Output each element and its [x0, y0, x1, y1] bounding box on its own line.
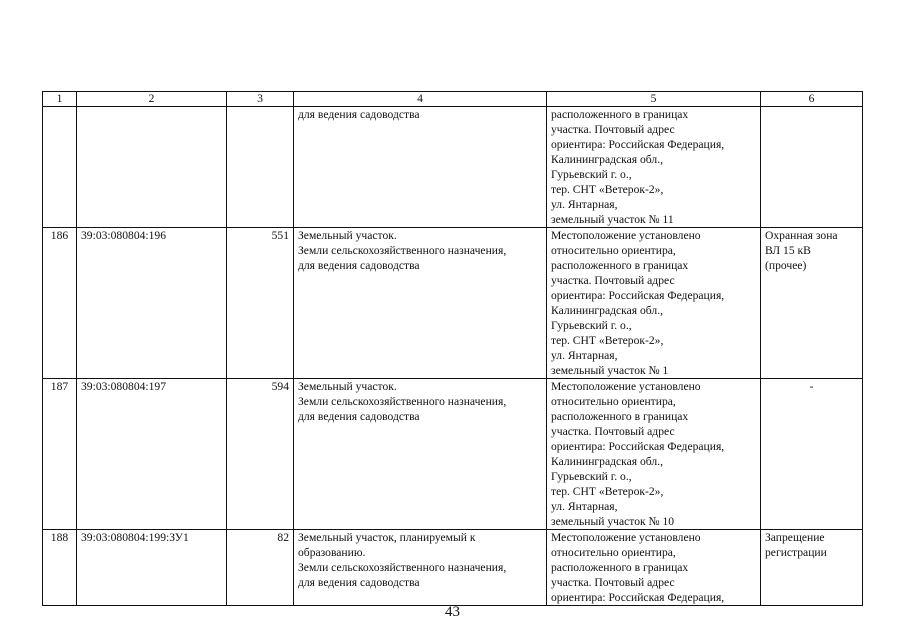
location-line: земельный участок № 11: [551, 213, 674, 226]
column-header-3: 3: [227, 92, 294, 107]
location-line: относительно ориентира,: [551, 395, 676, 408]
description-line: Земли сельскохозяйственного назначения,: [298, 395, 507, 408]
location-cell: [547, 530, 761, 606]
cadastral-number-cell: 39:03:080804:196: [77, 228, 227, 379]
location-line: расположенного в границах: [551, 259, 689, 272]
description-cell: [294, 228, 547, 379]
location-line: ул. Янтарная,: [551, 500, 618, 513]
table-row: [43, 379, 863, 530]
location-line: Местоположение установлено: [551, 229, 701, 242]
location-line: участка. Почтовый адрес: [551, 425, 675, 438]
row-number-cell: [43, 107, 77, 228]
area-cell: [227, 107, 294, 228]
description-line: для ведения садоводства: [298, 410, 420, 423]
location-line: Гурьевский г. о.,: [551, 168, 632, 181]
column-header-5: 5: [547, 92, 761, 107]
column-header-1: 1: [43, 92, 77, 107]
location-line: тер. СНТ «Ветерок-2»,: [551, 183, 664, 196]
location-line: ориентира: Российская Федерация,: [551, 289, 725, 302]
column-header-6: 6: [761, 92, 863, 107]
table-row: [43, 228, 863, 379]
restriction-line: -: [809, 380, 814, 393]
location-line: расположенного в границах: [551, 410, 689, 423]
restriction-line: Охранная зона: [765, 229, 838, 242]
area-cell: 82: [227, 530, 294, 606]
cadastral-number-cell: 39:03:080804:197: [77, 379, 227, 530]
restriction-line: Запрещение: [765, 531, 825, 544]
location-line: земельный участок № 1: [551, 364, 669, 377]
area-cell: 594: [227, 379, 294, 530]
restriction-cell: [761, 379, 863, 530]
location-cell: [547, 379, 761, 530]
location-line: Калининградская обл.,: [551, 455, 663, 468]
location-line: Калининградская обл.,: [551, 153, 663, 166]
location-cell: [547, 228, 761, 379]
description-line: Земельный участок, планируемый к: [298, 531, 476, 544]
restriction-line: ВЛ 15 кВ: [765, 244, 811, 257]
location-line: ориентира: Российская Федерация,: [551, 440, 725, 453]
table-body: [43, 107, 863, 606]
table-row: [43, 107, 863, 228]
location-line: Гурьевский г. о.,: [551, 319, 632, 332]
description-line: Земли сельскохозяйственного назначения,: [298, 561, 507, 574]
location-line: Калининградская обл.,: [551, 304, 663, 317]
location-line: ориентира: Российская Федерация,: [551, 591, 725, 604]
column-header-4: 4: [294, 92, 547, 107]
location-line: относительно ориентира,: [551, 244, 676, 257]
location-line: Местоположение установлено: [551, 531, 701, 544]
location-line: Местоположение установлено: [551, 380, 701, 393]
location-line: земельный участок № 10: [551, 515, 675, 528]
location-line: расположенного в границах: [551, 561, 689, 574]
row-number-cell: 188: [43, 530, 77, 606]
location-line: тер. СНТ «Ветерок-2»,: [551, 334, 664, 347]
restriction-cell: [761, 107, 863, 228]
restriction-cell: [761, 530, 863, 606]
description-line: для ведения садоводства: [298, 108, 420, 121]
location-line: тер. СНТ «Ветерок-2»,: [551, 485, 664, 498]
row-number-cell: 186: [43, 228, 77, 379]
column-number-row: [43, 92, 863, 107]
description-line: Земли сельскохозяйственного назначения,: [298, 244, 507, 257]
row-number-cell: 187: [43, 379, 77, 530]
cadastral-number-cell: [77, 107, 227, 228]
description-cell: [294, 530, 547, 606]
restriction-cell: [761, 228, 863, 379]
description-line: для ведения садоводства: [298, 576, 420, 589]
location-line: участка. Почтовый адрес: [551, 576, 675, 589]
description-cell: [294, 379, 547, 530]
location-cell: [547, 107, 761, 228]
restriction-line: (прочее): [765, 259, 807, 272]
location-line: участка. Почтовый адрес: [551, 274, 675, 287]
location-line: участка. Почтовый адрес: [551, 123, 675, 136]
location-line: Гурьевский г. о.,: [551, 470, 632, 483]
restriction-line: регистрации: [765, 546, 827, 559]
page-number: 43: [445, 604, 460, 620]
column-header-2: 2: [77, 92, 227, 107]
description-line: образованию.: [298, 546, 366, 559]
description-cell: [294, 107, 547, 228]
cadastral-number-cell: 39:03:080804:199:ЗУ1: [77, 530, 227, 606]
description-line: Земельный участок.: [298, 229, 397, 242]
description-line: Земельный участок.: [298, 380, 397, 393]
table-row: [43, 530, 863, 606]
location-line: ориентира: Российская Федерация,: [551, 138, 725, 151]
location-line: ул. Янтарная,: [551, 198, 618, 211]
land-plot-table: [42, 91, 863, 606]
area-cell: 551: [227, 228, 294, 379]
location-line: расположенного в границах: [551, 108, 689, 121]
location-line: ул. Янтарная,: [551, 349, 618, 362]
location-line: относительно ориентира,: [551, 546, 676, 559]
description-line: для ведения садоводства: [298, 259, 420, 272]
